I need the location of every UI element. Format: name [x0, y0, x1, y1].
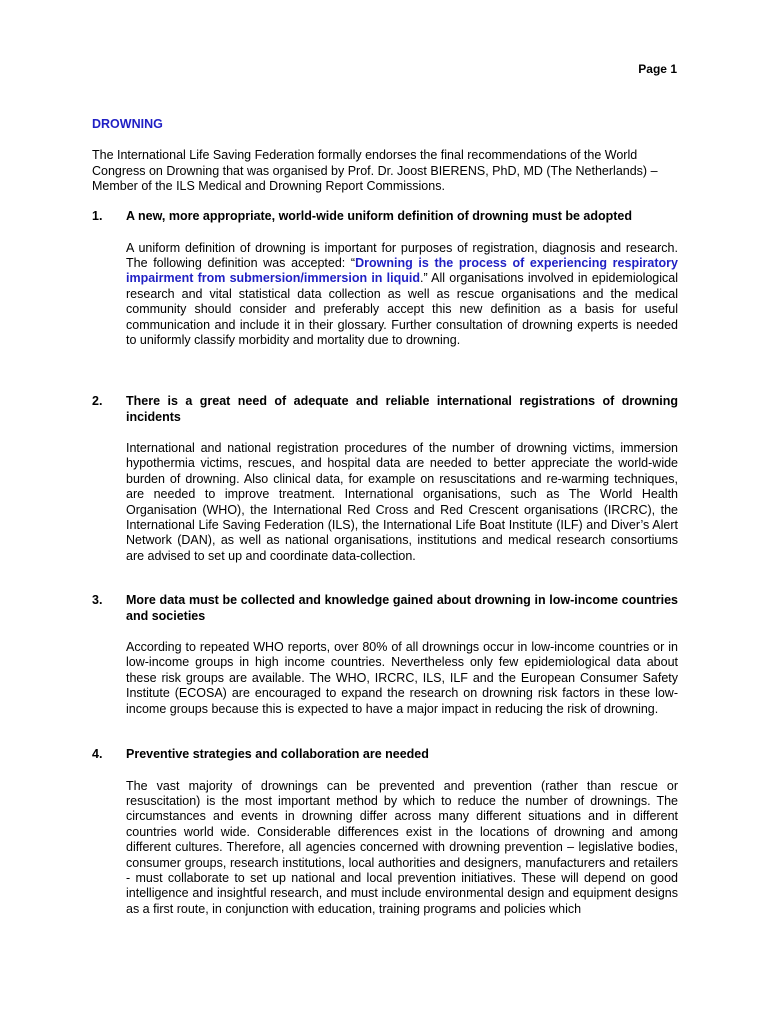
section-body: According to repeated WHO reports, over 80% of all drownings occur in low-income countries or in low-income groups in high income countries. Nevertheless only few epidemiological data about these risk groups are available. The WHO, IRCRC, ILS, ILF and the European Consumer Safety Institute (ECOSA) are encouraged to expand the research on drowning risk factors in these low-income groups because this is expected to have a major impact in reducing the risk of drowning.	[126, 640, 678, 716]
section-heading: A new, more appropriate, world-wide uniform definition of drowning must be adopted	[126, 209, 633, 223]
document-title: DROWNING	[92, 117, 163, 131]
intro-paragraph: The International Life Saving Federation formally endorses the final recommendations of the World Congress on Drowning that was organised by Prof. Dr. Joost BIERENS, PhD, MD (The Netherlands) – Member of the ILS Medical and Drowning Report Commissions.	[92, 148, 658, 193]
section-2	[92, 394, 678, 564]
section-heading: Preventive strategies and collaboration are needed	[126, 747, 429, 761]
section-body	[126, 241, 678, 349]
body-text: .” All organisations involved in epidemiological research and vital statistical data collection as well as rescue organisations and the medical community should consider and preferably accept this new definition as a basis for useful communication and include it in their glossary. Further consultation of drowning experts is needed to uniformly classify morbidity and mortality due to drowning.	[126, 271, 679, 347]
section-4	[92, 747, 678, 917]
section-3	[92, 593, 678, 717]
page-number: Page 1	[638, 62, 677, 76]
body-text: A uniform definition of drowning is important for purposes of registration, diagnosis and research. The following definition was accepted: “	[126, 240, 678, 270]
section-heading: More data must be collected and knowledge gained about drowning in low-income countries and societies	[126, 593, 678, 623]
section-number: 2.	[92, 394, 103, 408]
section-number: 4.	[92, 747, 103, 761]
section-body: International and national registration procedures of the number of drowning victims, immersion hypothermia victims, rescues, and hospital data are needed to better appreciate the world-wide burden of drowning. Also clinical data, for example on resuscitations and re-warming techniques, are needed to improve treatment. International organisations, such as The World Health Organisation (WHO), the International Red Cross and Red Crescent organisations (IRCRC), the International Life Saving Federation (ILS), the International Life Boat Institute (ILF) and Diver’s Alert Network (DAN), as well as national organisations, institutions and medical research consortiums are advised to set up and coordinate data-collection.	[126, 441, 678, 563]
drowning-definition: Drowning is the process of experiencing respiratory impairment from submersion/immersion in liquid	[126, 255, 678, 286]
section-number: 3.	[92, 593, 103, 607]
section-number: 1.	[92, 209, 103, 223]
section-body: The vast majority of drownings can be prevented and prevention (rather than rescue or resuscitation) is the most important method by which to reduce the number of drownings. The circumstances and events in drowning differ across many different situations and in different countries world wide. Considerable differences exist in the locations of drowning and among different cultures. Therefore, all agencies concerned with drowning prevention – legislative bodies, consumer groups, research institutions, local authorities and designers, manufacturers and retailers - must collaborate to set up national and local prevention initiatives. These will depend on good intelligence and insightful research, and must include environmental design and equipment designs as a first route, in conjunction with education, training programs and policies which	[126, 778, 678, 916]
section-heading: There is a great need of adequate and reliable international registrations of drowning incidents	[126, 394, 678, 424]
section-1	[92, 209, 678, 348]
